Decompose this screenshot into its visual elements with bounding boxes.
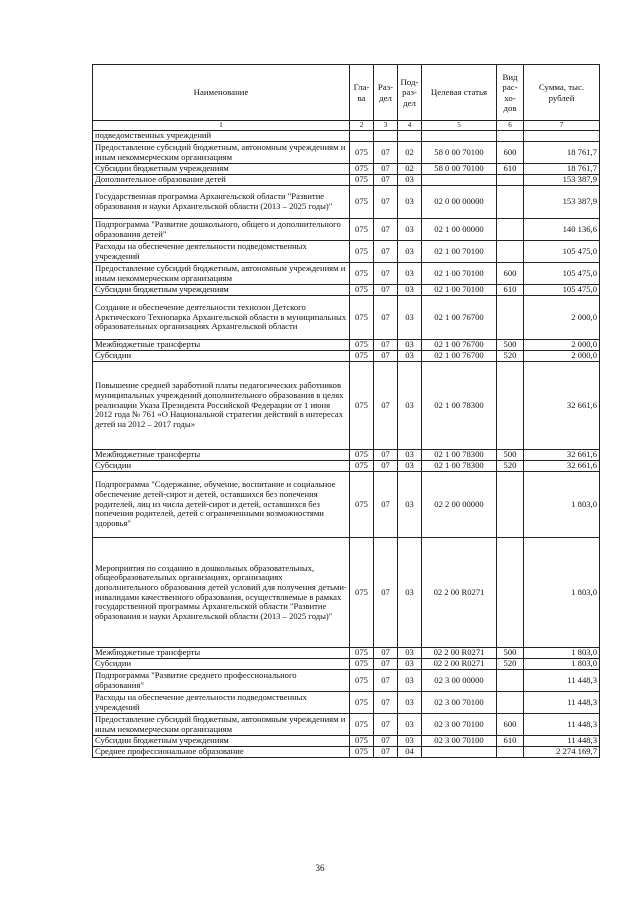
row-subsection: 03 bbox=[398, 648, 422, 659]
row-name: подведомственных учреждений bbox=[93, 131, 350, 142]
row-expense-type: 600 bbox=[497, 263, 524, 285]
row-expense-type bbox=[497, 362, 524, 450]
row-chapter: 075 bbox=[350, 670, 374, 692]
row-amount: 1 803,0 bbox=[524, 538, 600, 648]
table-row bbox=[93, 692, 600, 714]
row-chapter: 075 bbox=[350, 450, 374, 461]
row-target-article: 02 2 00 R0271 bbox=[422, 648, 497, 659]
row-target-article: 02 1 00 70100 bbox=[422, 285, 497, 296]
row-subsection: 03 bbox=[398, 450, 422, 461]
row-amount: 153 387,9 bbox=[524, 186, 600, 219]
row-subsection: 03 bbox=[398, 175, 422, 186]
row-section: 07 bbox=[374, 296, 398, 340]
row-expense-type: 500 bbox=[497, 648, 524, 659]
table-row bbox=[93, 747, 600, 758]
row-amount: 11 448,3 bbox=[524, 670, 600, 692]
row-expense-type: 600 bbox=[497, 714, 524, 736]
row-chapter bbox=[350, 131, 374, 142]
row-expense-type: 610 bbox=[497, 285, 524, 296]
row-target-article: 02 2 00 R0271 bbox=[422, 538, 497, 648]
row-amount: 18 761,7 bbox=[524, 164, 600, 175]
table-row bbox=[93, 142, 600, 164]
row-amount: 32 661,6 bbox=[524, 450, 600, 461]
row-amount bbox=[524, 131, 600, 142]
row-target-article: 02 2 00 R0271 bbox=[422, 659, 497, 670]
row-expense-type bbox=[497, 747, 524, 758]
row-name: Предоставление субсидий бюджетным, автономным учреждениям и иным некоммерческим организациям bbox=[93, 714, 350, 736]
row-subsection: 03 bbox=[398, 296, 422, 340]
row-subsection: 03 bbox=[398, 692, 422, 714]
row-section: 07 bbox=[374, 648, 398, 659]
row-chapter: 075 bbox=[350, 659, 374, 670]
row-expense-type bbox=[497, 241, 524, 263]
row-section: 07 bbox=[374, 714, 398, 736]
row-chapter: 075 bbox=[350, 285, 374, 296]
row-target-article bbox=[422, 747, 497, 758]
row-expense-type bbox=[497, 670, 524, 692]
budget-table bbox=[92, 64, 600, 758]
row-subsection: 03 bbox=[398, 186, 422, 219]
column-number: 4 bbox=[398, 121, 422, 131]
row-amount: 11 448,3 bbox=[524, 714, 600, 736]
row-section: 07 bbox=[374, 351, 398, 362]
row-target-article bbox=[422, 131, 497, 142]
row-subsection: 03 bbox=[398, 736, 422, 747]
row-name: Межбюджетные трансферты bbox=[93, 450, 350, 461]
row-expense-type: 500 bbox=[497, 340, 524, 351]
row-name: Повышение средней заработной платы педагогических работников муниципальных учреждений дополнительного образования в целях реализации Указа Президента Российской Федерации от 1 июня 2012 года № 761 «О Национальной стратегии действий в интересах детей на 2012 – 2017 годы» bbox=[93, 362, 350, 450]
header-amount: Сумма, тыс. рублей bbox=[524, 65, 600, 121]
header-name: Наименование bbox=[93, 65, 350, 121]
row-name: Создание и обеспечение деятельности технозон Детского Арктического Технопарка Архангельской области в муниципальных образовательных организациях Архангельской области bbox=[93, 296, 350, 340]
table-row bbox=[93, 186, 600, 219]
column-number: 1 bbox=[93, 121, 350, 131]
header-subsection: Под-раз-дел bbox=[398, 65, 422, 121]
row-target-article: 02 1 00 78300 bbox=[422, 461, 497, 472]
row-chapter: 075 bbox=[350, 714, 374, 736]
row-subsection: 03 bbox=[398, 241, 422, 263]
row-name: Подпрограмма "Развитие дошкольного, общего и дополнительного образования детей" bbox=[93, 219, 350, 241]
row-subsection: 03 bbox=[398, 472, 422, 538]
row-section: 07 bbox=[374, 285, 398, 296]
row-expense-type: 520 bbox=[497, 461, 524, 472]
row-chapter: 075 bbox=[350, 186, 374, 219]
table-row bbox=[93, 450, 600, 461]
column-number: 5 bbox=[422, 121, 497, 131]
row-name: Расходы на обеспечение деятельности подведомственных учреждений bbox=[93, 241, 350, 263]
table-row bbox=[93, 175, 600, 186]
row-section: 07 bbox=[374, 241, 398, 263]
row-target-article: 02 3 00 70100 bbox=[422, 736, 497, 747]
row-subsection: 03 bbox=[398, 219, 422, 241]
column-number: 3 bbox=[374, 121, 398, 131]
table-row bbox=[93, 362, 600, 450]
row-amount: 153 387,9 bbox=[524, 175, 600, 186]
row-chapter: 075 bbox=[350, 648, 374, 659]
row-expense-type: 610 bbox=[497, 736, 524, 747]
row-target-article: 02 3 00 00000 bbox=[422, 670, 497, 692]
row-target-article: 02 1 00 76700 bbox=[422, 340, 497, 351]
row-target-article: 02 1 00 70100 bbox=[422, 263, 497, 285]
row-subsection: 04 bbox=[398, 747, 422, 758]
row-expense-type bbox=[497, 131, 524, 142]
row-chapter: 075 bbox=[350, 175, 374, 186]
row-target-article: 02 3 00 70100 bbox=[422, 714, 497, 736]
table-row bbox=[93, 648, 600, 659]
row-section: 07 bbox=[374, 670, 398, 692]
table-row bbox=[93, 164, 600, 175]
row-name: Субсидии bbox=[93, 461, 350, 472]
row-name: Субсидии бюджетным учреждениям bbox=[93, 285, 350, 296]
table-row bbox=[93, 670, 600, 692]
row-subsection: 02 bbox=[398, 142, 422, 164]
row-expense-type: 600 bbox=[497, 142, 524, 164]
row-target-article: 02 1 00 76700 bbox=[422, 351, 497, 362]
row-chapter: 075 bbox=[350, 736, 374, 747]
row-expense-type bbox=[497, 186, 524, 219]
row-name: Предоставление субсидий бюджетным, автономным учреждениям и иным некоммерческим организациям bbox=[93, 263, 350, 285]
row-subsection: 03 bbox=[398, 538, 422, 648]
row-subsection: 03 bbox=[398, 263, 422, 285]
row-target-article: 02 1 00 00000 bbox=[422, 219, 497, 241]
row-amount: 2 274 169,7 bbox=[524, 747, 600, 758]
row-target-article: 02 1 00 70100 bbox=[422, 241, 497, 263]
row-subsection: 02 bbox=[398, 164, 422, 175]
row-amount: 1 803,0 bbox=[524, 659, 600, 670]
row-amount: 2 000,0 bbox=[524, 340, 600, 351]
row-chapter: 075 bbox=[350, 241, 374, 263]
table-row bbox=[93, 736, 600, 747]
column-number: 7 bbox=[524, 121, 600, 131]
table-row bbox=[93, 714, 600, 736]
table-row bbox=[93, 131, 600, 142]
row-amount: 2 000,0 bbox=[524, 296, 600, 340]
row-subsection: 03 bbox=[398, 285, 422, 296]
row-expense-type bbox=[497, 538, 524, 648]
row-amount: 1 803,0 bbox=[524, 472, 600, 538]
row-section: 07 bbox=[374, 164, 398, 175]
row-amount: 105 475,0 bbox=[524, 285, 600, 296]
header-target-article: Целевая статья bbox=[422, 65, 497, 121]
row-section: 07 bbox=[374, 461, 398, 472]
row-amount: 11 448,3 bbox=[524, 692, 600, 714]
table-row bbox=[93, 340, 600, 351]
row-target-article bbox=[422, 175, 497, 186]
row-name: Мероприятия по созданию в дошкольных образовательных, общеобразовательных организациях, организациях дополнительного образования детей условий для получения детьми-инвалидами качественного образования, осуществляемые в рамках государственной программы Архангельской области "Развитие образования и науки Архангельской области (2013 – 2025 годы)" bbox=[93, 538, 350, 648]
row-amount: 105 475,0 bbox=[524, 241, 600, 263]
row-target-article: 02 0 00 00000 bbox=[422, 186, 497, 219]
row-name: Межбюджетные трансферты bbox=[93, 340, 350, 351]
row-expense-type bbox=[497, 692, 524, 714]
row-expense-type bbox=[497, 219, 524, 241]
row-name: Межбюджетные трансферты bbox=[93, 648, 350, 659]
row-chapter: 075 bbox=[350, 461, 374, 472]
table-row bbox=[93, 659, 600, 670]
row-section: 07 bbox=[374, 142, 398, 164]
table-row bbox=[93, 351, 600, 362]
row-name: Субсидии бюджетным учреждениям bbox=[93, 736, 350, 747]
row-expense-type: 520 bbox=[497, 351, 524, 362]
row-chapter: 075 bbox=[350, 747, 374, 758]
row-subsection: 03 bbox=[398, 461, 422, 472]
row-amount: 11 448,3 bbox=[524, 736, 600, 747]
row-subsection bbox=[398, 131, 422, 142]
row-name: Среднее профессиональное образование bbox=[93, 747, 350, 758]
row-chapter: 075 bbox=[350, 219, 374, 241]
row-name: Дополнительное образование детей bbox=[93, 175, 350, 186]
row-target-article: 58 0 00 70100 bbox=[422, 164, 497, 175]
header-row bbox=[93, 65, 600, 121]
table-row bbox=[93, 263, 600, 285]
row-amount: 105 475,0 bbox=[524, 263, 600, 285]
header-chapter: Гла-ва bbox=[350, 65, 374, 121]
row-expense-type: 520 bbox=[497, 659, 524, 670]
row-section: 07 bbox=[374, 450, 398, 461]
row-expense-type bbox=[497, 175, 524, 186]
row-amount: 32 661,6 bbox=[524, 362, 600, 450]
row-section: 07 bbox=[374, 175, 398, 186]
row-chapter: 075 bbox=[350, 362, 374, 450]
row-section: 07 bbox=[374, 340, 398, 351]
row-name: Субсидии bbox=[93, 659, 350, 670]
row-subsection: 03 bbox=[398, 670, 422, 692]
row-section: 07 bbox=[374, 263, 398, 285]
row-expense-type bbox=[497, 472, 524, 538]
row-target-article: 58 0 00 70100 bbox=[422, 142, 497, 164]
page-number: 36 bbox=[315, 863, 325, 873]
table-row bbox=[93, 472, 600, 538]
row-chapter: 075 bbox=[350, 538, 374, 648]
row-section bbox=[374, 131, 398, 142]
row-subsection: 03 bbox=[398, 362, 422, 450]
column-number: 2 bbox=[350, 121, 374, 131]
row-section: 07 bbox=[374, 186, 398, 219]
row-expense-type bbox=[497, 296, 524, 340]
row-subsection: 03 bbox=[398, 340, 422, 351]
row-amount: 2 000,0 bbox=[524, 351, 600, 362]
row-amount: 18 761,7 bbox=[524, 142, 600, 164]
row-chapter: 075 bbox=[350, 351, 374, 362]
row-section: 07 bbox=[374, 472, 398, 538]
column-number-row bbox=[93, 121, 600, 131]
row-section: 07 bbox=[374, 692, 398, 714]
row-expense-type: 500 bbox=[497, 450, 524, 461]
row-section: 07 bbox=[374, 538, 398, 648]
row-name: Подпрограмма "Развитие среднего профессионального образования" bbox=[93, 670, 350, 692]
row-name: Подпрограмма "Содержание, обучение, воспитание и социальное обеспечение детей-сирот и детей, оставшихся без попечения родителей, лиц из числа детей-сирот и детей, оставшихся без попечения родителей, детей с ограниченными возможностями здоровья" bbox=[93, 472, 350, 538]
row-subsection: 03 bbox=[398, 714, 422, 736]
row-target-article: 02 3 00 70100 bbox=[422, 692, 497, 714]
row-chapter: 075 bbox=[350, 340, 374, 351]
row-chapter: 075 bbox=[350, 296, 374, 340]
row-chapter: 075 bbox=[350, 142, 374, 164]
table-row bbox=[93, 461, 600, 472]
row-section: 07 bbox=[374, 362, 398, 450]
row-target-article: 02 2 00 00000 bbox=[422, 472, 497, 538]
row-chapter: 075 bbox=[350, 692, 374, 714]
row-expense-type: 610 bbox=[497, 164, 524, 175]
row-name: Государственная программа Архангельской области "Развитие образования и науки Архангельской области (2013 – 2025 годы)" bbox=[93, 186, 350, 219]
row-chapter: 075 bbox=[350, 472, 374, 538]
table-body bbox=[93, 131, 600, 758]
row-section: 07 bbox=[374, 219, 398, 241]
row-name: Расходы на обеспечение деятельности подведомственных учреждений bbox=[93, 692, 350, 714]
row-target-article: 02 1 00 78300 bbox=[422, 450, 497, 461]
row-amount: 140 136,6 bbox=[524, 219, 600, 241]
header-expense-type: Вид рас-хо-дов bbox=[497, 65, 524, 121]
table-row bbox=[93, 219, 600, 241]
row-name: Предоставление субсидий бюджетным, автономным учреждениям и иным некоммерческим организациям bbox=[93, 142, 350, 164]
row-section: 07 bbox=[374, 736, 398, 747]
table-row bbox=[93, 285, 600, 296]
row-amount: 1 803,0 bbox=[524, 648, 600, 659]
row-section: 07 bbox=[374, 747, 398, 758]
table-row bbox=[93, 241, 600, 263]
row-chapter: 075 bbox=[350, 164, 374, 175]
row-subsection: 03 bbox=[398, 659, 422, 670]
row-amount: 32 661,6 bbox=[524, 461, 600, 472]
row-chapter: 075 bbox=[350, 263, 374, 285]
row-subsection: 03 bbox=[398, 351, 422, 362]
row-section: 07 bbox=[374, 659, 398, 670]
row-name: Субсидии bbox=[93, 351, 350, 362]
row-name: Субсидии бюджетным учреждениям bbox=[93, 164, 350, 175]
row-target-article: 02 1 00 78300 bbox=[422, 362, 497, 450]
table-row bbox=[93, 296, 600, 340]
header-section: Раз-дел bbox=[374, 65, 398, 121]
row-target-article: 02 1 00 76700 bbox=[422, 296, 497, 340]
column-number: 6 bbox=[497, 121, 524, 131]
table-row bbox=[93, 538, 600, 648]
